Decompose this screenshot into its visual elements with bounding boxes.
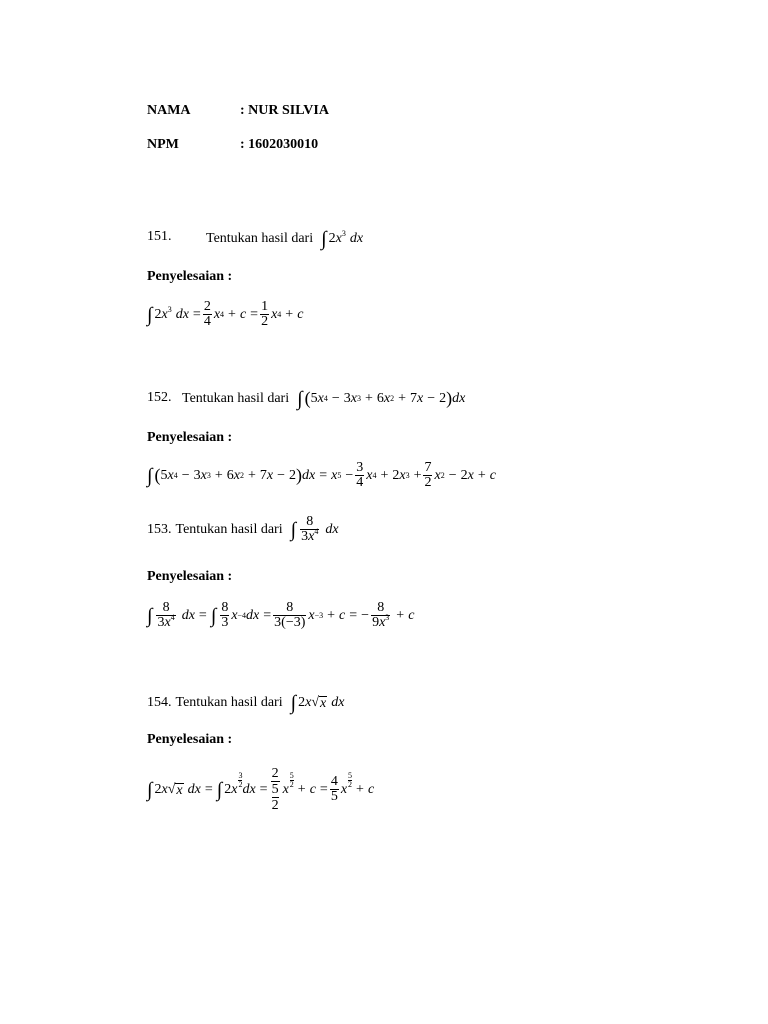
problem-152-solution-label: Penyelesaian : (147, 430, 233, 445)
problem-153-solution: ∫ $\frac{8}{3x^4}$ dx = ∫ $\frac{8}{3}$ x −4 dx = $\frac{8}{3(-3)}$ x −3 + c = − $\frac{8}{9x^3}$ + c (147, 600, 415, 630)
problem-153-prompt: Tentukan hasil dari (175, 521, 283, 537)
problem-153-question: 153. Tentukan hasil dari ∫ $\frac{8}{3x^4}$ dx (147, 514, 339, 544)
problem-151-solution: ∫ $2x^3$ dx = $\frac{2}{4}$ x 4 + c = $\frac{1}{2}$ x 4 + c (147, 299, 304, 329)
problem-151-solution-label: Penyelesaian : (147, 269, 233, 284)
problem-154-solution-label: Penyelesaian : (147, 732, 233, 747)
problem-152-solution: ∫ ( 5 x 4 − 3 x 3 + 6 x 2 + 7 x − 2 ) dx = x 5 − $\frac{3}{4}$ x 4 + 2 x 3 + $\frac{7}{2}$ x 2 − 2 x + c (147, 460, 496, 490)
name-value: : NUR SILVIA (240, 103, 329, 118)
problem-152-question: Tentukan hasil dari ∫ ( 5 x 4 − 3 x 3 + 6 x 2 + 7 x − 2 ) dx (182, 388, 466, 410)
problem-154-question: 154. Tentukan hasil dari ∫ 2 x √ x dx (147, 692, 345, 714)
problem-153-solution-label: Penyelesaian : (147, 569, 233, 584)
problem-154-prompt: Tentukan hasil dari (175, 694, 283, 710)
problem-151-prompt: Tentukan hasil dari (206, 230, 314, 246)
problem-151-number: 151. (147, 229, 172, 244)
name-label: NAMA (147, 103, 191, 118)
npm-value: : 1602030010 (240, 137, 319, 152)
problem-152-prompt: Tentukan hasil dari (182, 390, 290, 406)
problem-154-solution: ∫ 2 x √ x dx = ∫ 2 x $\frac{3}{2}$ dx = 2 5 2 x $\frac{5}{2}$ + c = $\frac{4}{5}$ x $\frac{5}{2}$ + c (147, 766, 375, 813)
problem-154-number: 154. (147, 694, 172, 710)
problem-151-question: Tentukan hasil dari ∫ $2x^3$ dx (206, 228, 364, 250)
problem-152-number: 152. (147, 390, 172, 405)
problem-153-number: 153. (147, 521, 172, 537)
npm-label: NPM (147, 137, 179, 152)
